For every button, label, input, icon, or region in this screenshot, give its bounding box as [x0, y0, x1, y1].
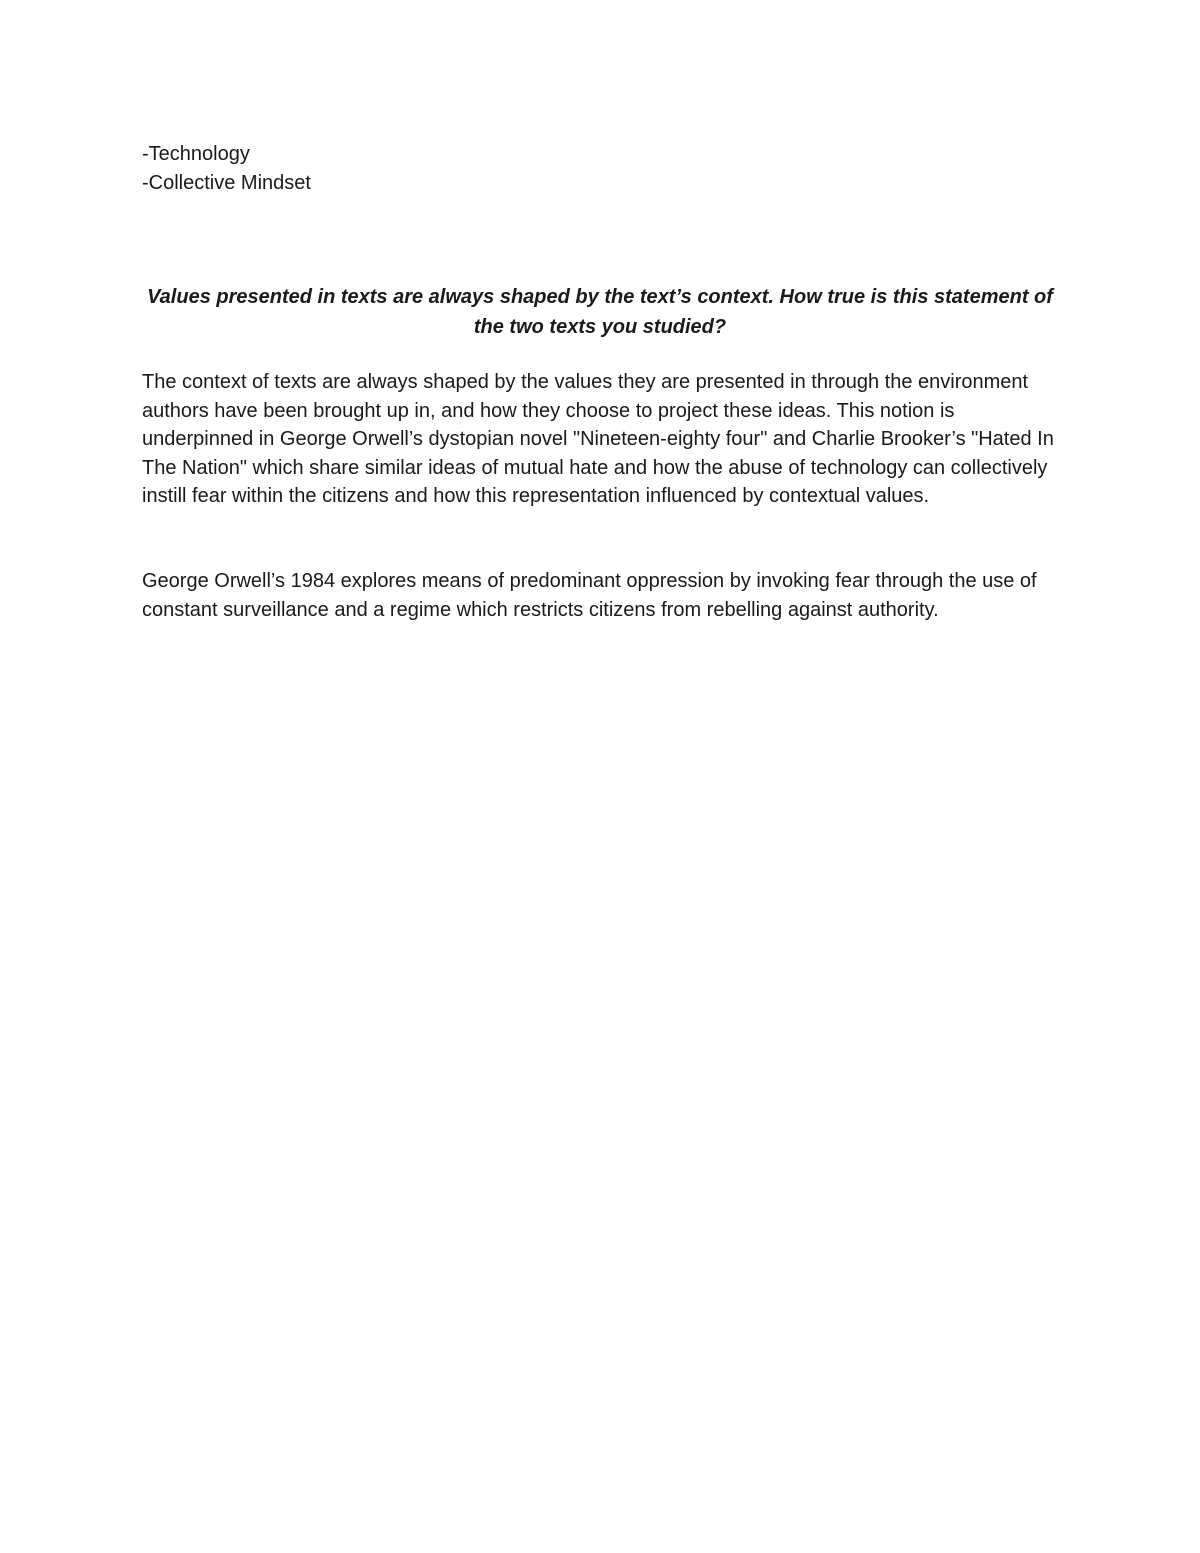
note-item-collective-mindset: -Collective Mindset: [142, 172, 311, 194]
intro-paragraph: The context of texts are always shaped by the values they are presented in through the environment authors have been brought up in, and how they choose to project these ideas. This notion is underpinned in George Orwell’s dystopian novel "Nineteen-eighty four" and Charlie Brooker’s "Hated In The Nation" which share similar ideas of mutual hate and how the abuse of technology can collectively instill fear within the citizens and how this representation influenced by contextual values.: [142, 371, 1054, 508]
notes-list: [142, 140, 311, 198]
note-item-technology: -Technology: [142, 143, 250, 165]
essay-question: Values presented in texts are always shaped by the text’s context. How true is this statement of the two texts you studied?: [147, 286, 1053, 338]
body-paragraph: George Orwell’s 1984 explores means of predominant oppression by invoking fear through the use of constant surveillance and a regime which restricts citizens from rebelling against authority.: [142, 570, 1037, 621]
